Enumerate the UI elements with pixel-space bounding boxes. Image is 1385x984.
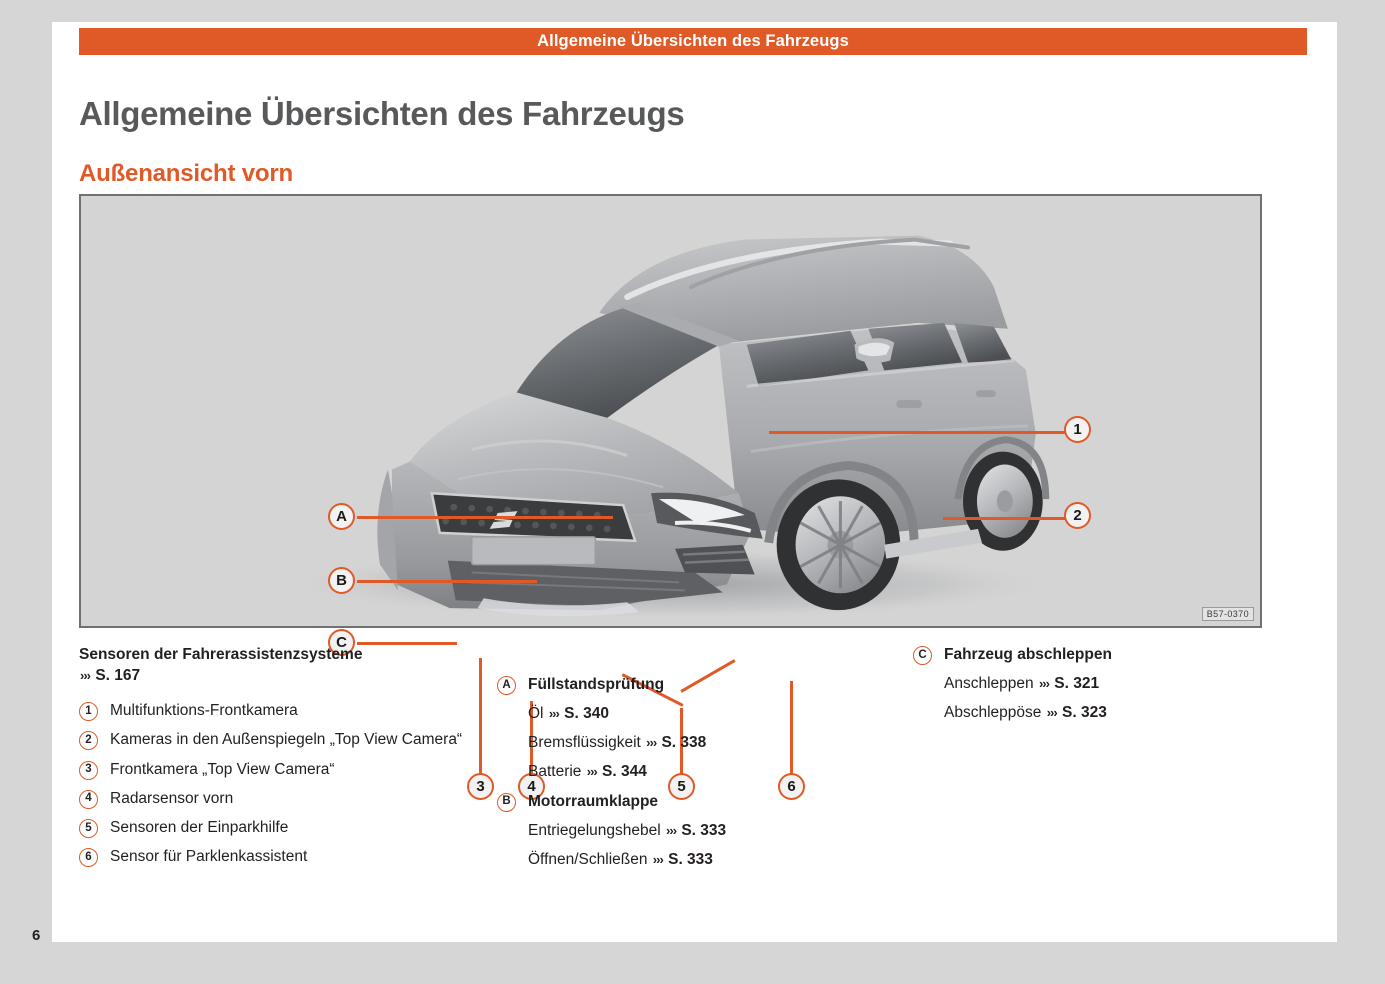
legend-group-b-heading [497,792,897,812]
legend-group-c-title: Fahrzeug abschleppen [944,646,1112,663]
legend-entry-batterie-label: Batterie [528,763,582,781]
legend-marker-5: 5 [79,819,98,838]
ref-arrow-icon: ››› [666,822,677,838]
legend-column-sensors [79,645,479,867]
legend-heading-sensors [79,645,479,686]
legend-text-2: Kameras in den Außenspiegeln „Top View Camera“ [110,731,463,749]
figure-callout-c: C [328,629,355,656]
legend-group-a-title: Füllstandsprüfung [528,676,665,693]
figure-callout-2: 2 [1064,502,1091,529]
legend-entry-abschleppoese-label: Abschleppöse [944,704,1042,722]
legend-entry-abschleppoese [944,703,1313,723]
legend-entry-oeffnen-schliessen [528,850,897,870]
legend-text-5: Sensoren der Einparkhilfe [110,818,289,836]
vehicle-illustration [81,196,1260,626]
section-title: Außenansicht vorn [79,159,293,187]
legend-marker-6: 6 [79,848,98,867]
legend-marker-a: A [497,676,516,695]
legend-entry-bremsfluessigkeit [528,733,897,753]
legend-item-3 [79,760,479,780]
legend-entry-oeffnen-schliessen-label: Öffnen/Schließen [528,850,648,868]
legend-column-maintenance [497,675,897,870]
legend-group-a-heading [497,675,897,695]
ref-arrow-icon: ››› [1038,676,1049,692]
figure-callout-6: 6 [778,773,805,800]
ref-arrow-icon: ››› [80,667,90,683]
leader-line-2 [943,517,1065,520]
legend-entry-bremsfluessigkeit-label: Bremsflüssigkeit [528,734,641,752]
ref-page-number: S. 338 [661,734,707,752]
legend-text-1: Multifunktions-Frontkamera [110,702,298,720]
ref-page-number: S. 167 [95,666,141,684]
legend-marker-4: 4 [79,790,98,809]
ref-page-number: S. 340 [564,705,609,723]
legend-entry-oel [528,704,897,724]
figure-callout-4: 4 [518,773,545,800]
legend-entry-entriegelungshebel [528,821,897,841]
figure-callout-3: 3 [467,773,494,800]
ref-page-number: S. 344 [602,763,647,781]
ref-arrow-icon: ››› [1046,705,1057,721]
legend-entry-batterie [528,762,897,782]
legend-entry-anschleppen [944,674,1313,694]
running-head-text: Allgemeine Übersichten des Fahrzeugs [537,32,849,50]
running-head-bar [79,28,1307,55]
figure-callout-5: 5 [668,773,695,800]
legend-item-4 [79,789,479,809]
ref-arrow-icon: ››› [586,764,597,780]
ref-arrow-icon: ››› [652,851,663,867]
legend-entry-oel-label: Öl [528,705,544,723]
page-number: 6 [32,927,41,944]
legend-text-3: Frontkamera „Top View Camera“ [110,760,335,778]
chapter-title: Allgemeine Übersichten des Fahrzeugs [79,95,685,133]
legend-text-4: Radarsensor vorn [110,789,234,807]
leader-line-3 [479,658,482,776]
figure-image-code: B57-0370 [1202,607,1254,621]
figure-callout-a: A [328,503,355,530]
legend-entry-entriegelungshebel-label: Entriegelungshebel [528,821,661,839]
legend-group-b-title: Motorraumklappe [528,792,659,810]
legend-marker-1: 1 [79,702,98,721]
legend-item-6 [79,847,479,867]
legend-heading-sensors-text: Sensoren der Fahrerassistenzsysteme [79,646,363,663]
legend-group-c-heading [913,645,1313,665]
legend-text-6: Sensor für Parklenkassistent [110,847,308,865]
ref-page-number: S. 333 [668,850,713,868]
leader-line-1 [769,431,1065,434]
legend-marker-3: 3 [79,761,98,780]
legend-item-2 [79,730,479,750]
legend-marker-2: 2 [79,731,98,750]
legend-item-5 [79,818,479,838]
figure-callout-b: B [328,567,355,594]
ref-page-number: S. 323 [1062,704,1107,722]
ref-arrow-icon: ››› [646,735,657,751]
ref-page-number: S. 333 [681,821,727,839]
figure-callout-1: 1 [1064,416,1091,443]
legend-marker-c: C [913,646,932,665]
leader-line-b [357,580,537,583]
ref-arrow-icon: ››› [548,706,559,722]
legend-item-1 [79,701,479,721]
legend-heading-sensors-ref [79,666,479,687]
legend-entry-anschleppen-label: Anschleppen [944,675,1034,693]
legend-column-towing [913,645,1313,723]
leader-line-a [357,516,613,519]
ref-page-number: S. 321 [1054,675,1100,693]
legend-marker-b: B [497,793,516,812]
